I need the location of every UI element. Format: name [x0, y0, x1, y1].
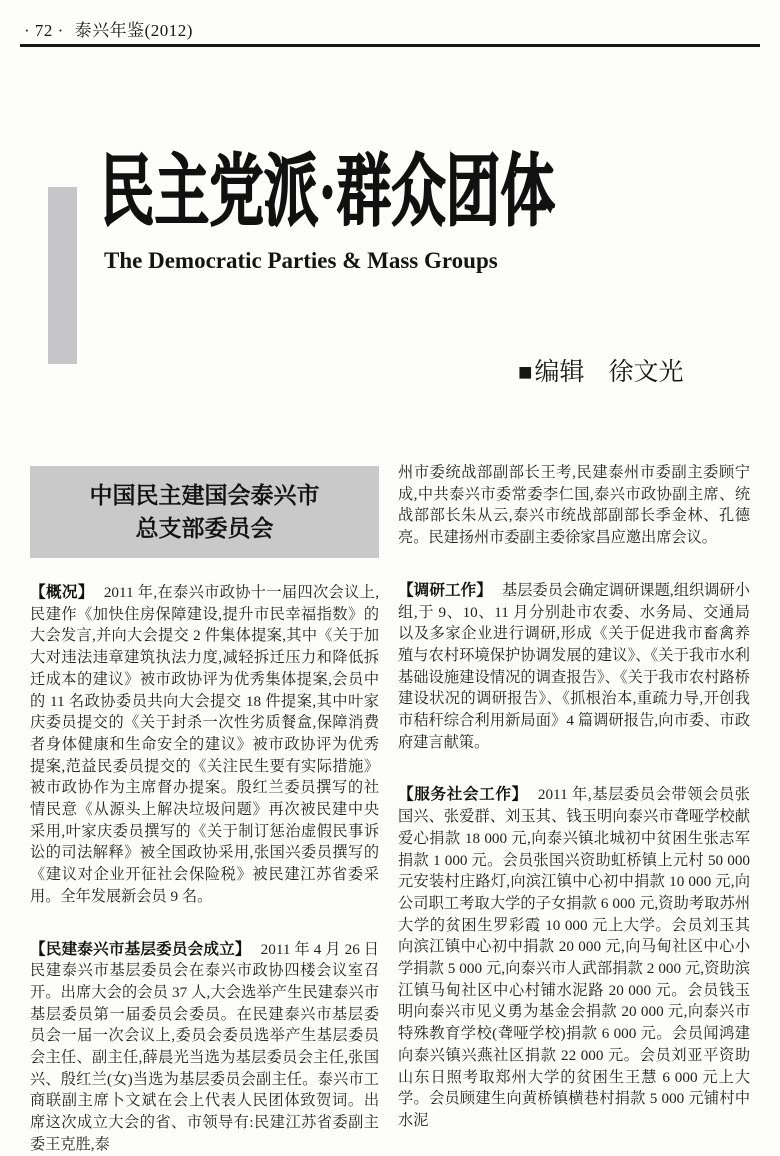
section-overview: [30, 582, 379, 908]
org-heading-line1: 中国民主建国会泰兴市: [89, 482, 320, 508]
chapter-subtitle-english: The Democratic Parties & Mass Groups: [104, 248, 498, 273]
founding-continuation: [398, 462, 750, 549]
section-heading-overview: 【概况】: [30, 584, 94, 601]
section-founding: [30, 939, 379, 1156]
left-column: [30, 466, 379, 1156]
right-column: [398, 462, 750, 1132]
founding-continuation-text: 州市委统战部副部长王考,民建泰州市委副主委顾宁成,中共泰兴市委常委李仁国,泰兴市政协副主席、统战部部长朱从云,泰兴市统战部副部长季金林、孔德亮。民建扬州市委副主委徐家昌应邀出席会议。: [398, 464, 750, 547]
editor-credit: [518, 352, 684, 388]
black-square-icon: ■: [518, 360, 533, 386]
editor-label: 编辑: [534, 359, 585, 386]
research-text: 基层委员会确定调研课题,组织调研小组,于 9、10、11 月分别赴市农委、水务局、交通局以及多家企业进行调研,形成《关于促进我市畜禽养殖与农村环境保护协调发展的建议》、《关于我市水利基础设施建设情况的调查报告》、《关于我市农村路桥建设状况的调研报告》、《抓根治本,重疏力导,开创我市秸秆综合利用新局面》4 篇调研报告,向市委、市政府建言献策。: [398, 581, 750, 751]
chapter-title-bar: [48, 187, 77, 364]
book-title: 泰兴年鉴(2012): [74, 21, 193, 40]
social-service-text: 2011 年,基层委员会带领会员张国兴、张爱群、刘玉其、钱玉明向泰兴市聋哑学校献爱心捐款 18 000 元,向泰兴镇北城初中贫困生张志军捐款 1 000 元。会员张国兴资助虹桥镇上元村 50 000 元安装村庄路灯,向滨江镇中心初中捐款 10 000 元,向公司职工考取大学的子女捐款 6 000 元,资助考取苏州大学的贫困生罗彩霞 10 000 元上大学。会员刘玉其向滨江镇中心初中捐款 20 000 元,向马甸社区中心小学捐款 5 000 元,向泰兴市人武部捐款 2 000 元,资助滨江镇马甸社区中心村铺水泥路 20 000 元。会员钱玉明向泰兴市见义勇为基金会捐款 20 000 元,向泰兴市特殊教育学校(聋哑学校)捐款 6 000 元。会员闻鸿建向泰兴镇兴燕社区捐款 22 000 元。会员刘亚平资助山东日照考取郑州大学的贫困生王慧 6 000 元上大学。会员顾建生向黄桥镇横巷村捐款 5 000 元铺村中水泥: [398, 786, 750, 1129]
overview-text: 2011 年,在泰兴市政协十一届四次会议上,民建作《加快住房保障建设,提升市民幸福指数》的大会发言,并向大会提交 2 件集体提案,其中《关于加大对违法违章建筑执法力度,减轻拆迁压力和降低拆迁成本的建议》被市政协评为优秀集体提案,会员中的 11 名政协委员共向大会提交 18 件提案,其中叶家庆委员提交的《关于封杀一次性劣质餐盒,保障消费者身体健康和生命安全的建议》被市政协评为优秀提案,范益民委员提交的《关注民生要有实际措施》被市政协作为主席督办提案。殷红兰委员撰写的社情民意《从源头上解决垃圾问题》再次被民建中央采用,叶家庆委员撰写的《关于制订惩治虚假民事诉讼的司法解释》被全国政协采用,张国兴委员撰写的《建议对企业开征社会保险税》被民建江苏省委采用。全年发展新会员 9 名。: [30, 584, 379, 905]
page-number: · 72 ·: [24, 21, 64, 40]
org-heading-box: [30, 466, 379, 558]
section-heading-research: 【调研工作】: [398, 581, 493, 599]
editor-name: 徐文光: [608, 359, 684, 386]
section-social-service: [398, 784, 750, 1131]
section-research: [398, 580, 750, 754]
org-heading-line2: 总支部委员会: [135, 515, 274, 541]
header-rule: [20, 44, 760, 47]
section-heading-social-service: 【服务社会工作】: [398, 786, 528, 804]
founding-text: 2011 年 4 月 26 日民建泰兴市基层委员会在泰兴市政协四楼会议室召开。出席大会的会员 37 人,大会选举产生民建泰兴市基层委员第一届委员会委员。在民建泰兴市基层委员会一届一次会议上,委员会委员选举产生基层委员会主任、副主任,薛晨光当选为基层委员会主任,张国兴、殷红兰(女)当选为基层委员会副主任。泰兴市工商联副主席卜文斌在会上代表人民团体致贺词。出席这次成立大会的省、市领导有:民建江苏省委副主委王克胜,泰: [30, 940, 379, 1153]
section-heading-founding: 【民建泰兴市基层委员会成立】: [30, 940, 251, 958]
chapter-title: 民主党派·群众团体: [100, 148, 556, 235]
page-header: [24, 16, 193, 41]
